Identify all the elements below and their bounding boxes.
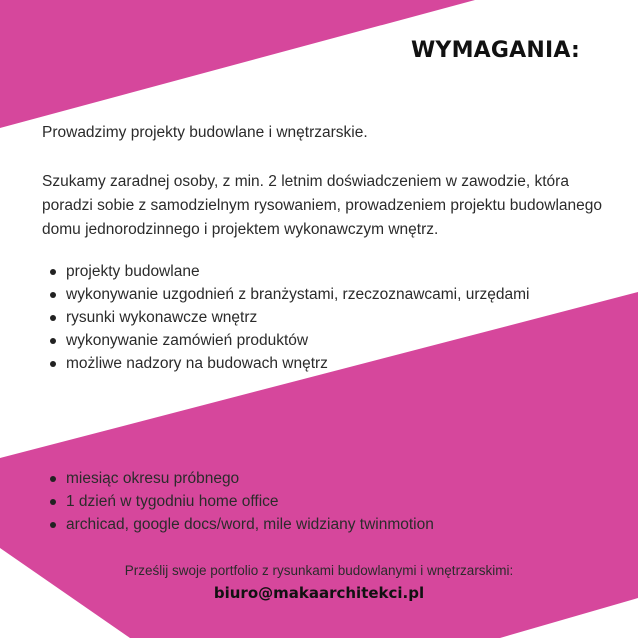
list-item: archicad, google docs/word, mile widziany twinmotion (42, 513, 434, 536)
description-text: Szukamy zaradnej osoby, z min. 2 letnim doświadczeniem w zawodzie, która poradzi sobie z samodzielnym rysowaniem, prowadzeniem projektu budowlanego domu jednorodzinnego i projektem wykonawczym wnętrz. (42, 173, 603, 238)
heading: WYMAGANIA: (410, 38, 580, 63)
list-item: miesiąc okresu próbnego (42, 467, 434, 490)
intro-text: Prowadzimy projekty budowlane i wnętrzarskie. (42, 124, 368, 141)
list-item: wykonywanie zamówień produktów (42, 329, 529, 352)
offer-list (42, 467, 434, 536)
list-item: projekty budowlane (42, 260, 529, 283)
contact-email[interactable]: biuro@makaarchitekci.pl (213, 584, 425, 602)
list-item: możliwe nadzory na budowach wnętrz (42, 352, 529, 375)
list-item: wykonywanie uzgodnień z branżystami, rzeczoznawcami, urzędami (42, 283, 529, 306)
list-item: 1 dzień w tygodniu home office (42, 490, 434, 513)
duties-list (42, 260, 529, 375)
list-item: rysunki wykonawcze wnętrz (42, 306, 529, 329)
portfolio-call-to-action: Prześlij swoje portfolio z rysunkami budowlanymi i wnętrzarskimi: (124, 563, 514, 578)
